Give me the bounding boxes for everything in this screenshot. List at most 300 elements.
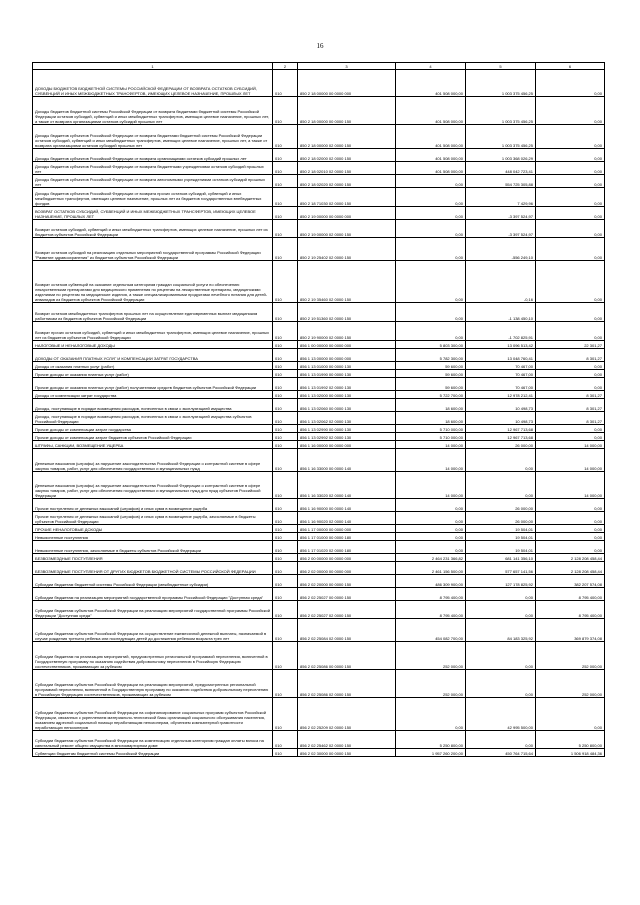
table-row [33, 261, 605, 303]
table-row [33, 149, 605, 162]
row-executed-amount: 127 178 825,92 [466, 575, 536, 588]
table-row [33, 188, 605, 207]
row-name: ВОЗВРАТ ОСТАТКОВ СУБСИДИЙ, СУБВЕНЦИЙ И ИНЫХ МЕЖБЮДЖЕТНЫХ ТРАНСФЕРТОВ, ИМЕЮЩИХ ЦЕЛЕВОЕ НАЗНАЧЕНИЕ, ПРОШЛЫХ ЛЕТ [33, 207, 273, 220]
row-budget-classification-code: 850 2 18 02000 02 0000 150 [298, 149, 396, 162]
row-executed-amount: 0,00 [466, 449, 536, 472]
row-executed-amount: 0,00 [466, 731, 536, 749]
row-executed-amount: 448 042 723,41 [466, 162, 536, 175]
row-budget-classification-code: 856 2 02 25209 02 0000 150 [298, 698, 396, 731]
row-name: Прочие доходы от оказания платных услуг (работ) получателями средств бюджетов субъектов Российской Федерации [33, 378, 273, 391]
row-executed-amount: 26 000,00 [466, 441, 536, 449]
row-budget-classification-code: 856 2 02 25086 00 0000 150 [298, 642, 396, 670]
table-row [33, 303, 605, 322]
table-row [33, 378, 605, 391]
row-executed-amount: -556 249,10 [466, 238, 536, 261]
row-unexecuted-amount: 0,00 [536, 533, 605, 541]
row-name: НАЛОГОВЫЕ И НЕНАЛОГОВЫЕ ДОХОДЫ [33, 341, 273, 349]
row-approved-plan: 0,00 [396, 188, 466, 207]
row-budget-classification-code: 850 2 18 02010 02 0000 150 [298, 162, 396, 175]
table-row [33, 125, 605, 149]
table-row [33, 391, 605, 399]
row-budget-classification-code: 856 1 13 02000 00 0000 130 [298, 391, 396, 399]
row-unexecuted-amount: 0,00 [536, 238, 605, 261]
row-budget-classification-code: 856 2 02 00000 00 0000 000 [298, 562, 396, 575]
row-approved-plan: 0,00 [396, 207, 466, 220]
table-row [33, 619, 605, 642]
row-line-code: 010 [273, 433, 298, 441]
table-row [33, 525, 605, 533]
row-approved-plan: 5 710 000,00 [396, 433, 466, 441]
row-executed-amount: 70 467,00 [466, 378, 536, 391]
row-unexecuted-amount: 0,00 [536, 220, 605, 238]
row-line-code: 010 [273, 341, 298, 349]
row-line-code: 010 [273, 601, 298, 619]
row-budget-classification-code: 856 1 13 02060 00 0000 130 [298, 399, 396, 412]
row-executed-amount: 10 498,73 [466, 399, 536, 412]
row-line-code: 010 [273, 541, 298, 554]
row-unexecuted-amount: 0,00 [536, 425, 605, 433]
row-line-code: 010 [273, 412, 298, 425]
row-line-code: 010 [273, 642, 298, 670]
row-budget-classification-code: 856 1 16 90000 00 0000 140 [298, 499, 396, 512]
row-line-code: 010 [273, 149, 298, 162]
row-line-code: 010 [273, 261, 298, 303]
row-executed-amount: -0,16 [466, 261, 536, 303]
row-name: ШТРАФЫ, САНКЦИИ, ВОЗМЕЩЕНИЕ УЩЕРБА [33, 441, 273, 449]
row-budget-classification-code: 856 1 17 01000 00 0000 180 [298, 533, 396, 541]
row-name: Субсидии бюджетам субъектов Российской Федерации на софинансирование социальных программ субъектов Российской Федерации, связанных с укреплением материально-технической базы организаций социального обслуживания населения, оказанием адресной социальной помощи неработающим пенсионерам, обучением компьютерной грамотности неработающих пенсионеров [33, 698, 273, 731]
row-executed-amount: -1 138 450,10 [466, 303, 536, 322]
row-executed-amount: 0,00 [466, 601, 536, 619]
table-row [33, 533, 605, 541]
row-name: Субсидии бюджетам бюджетной системы Российской Федерации (межбюджетные субсидии) [33, 575, 273, 588]
row-name: Субсидии бюджетам субъектов Российской Федерации на реализацию мероприятий, предусмотренных региональной программой переселения, включенной в Государственную программу по оказанию содействия добровольному переселению в Российскую Федерацию соотечественников, проживающих за рубежом [33, 670, 273, 698]
row-approved-plan: 5 782 300,00 [396, 349, 466, 362]
row-approved-plan: 1 957 260 200,00 [396, 749, 466, 757]
row-unexecuted-amount: 0,00 [536, 322, 605, 341]
row-budget-classification-code: 850 2 18 71030 02 0000 150 [298, 188, 396, 207]
row-name: Доходы бюджетов субъектов Российской Федерации от возврата бюджетами бюджетной системы Российской Федерации остатков субсидий, субвенций и иных межбюджетных трансфертов, имеющих целевое назначение, прошлых лет, а также от возврата организациями остатков субсидий прошлых лет [33, 125, 273, 149]
row-line-code: 010 [273, 588, 298, 601]
row-approved-plan: 0,00 [396, 175, 466, 188]
row-executed-amount: 1 003 368 026,29 [466, 149, 536, 162]
row-line-code: 010 [273, 303, 298, 322]
table-row [33, 731, 605, 749]
row-approved-plan: 5 722 700,00 [396, 391, 466, 399]
row-line-code: 010 [273, 619, 298, 642]
row-unexecuted-amount: 0,00 [536, 362, 605, 370]
row-name: Субсидии бюджетам на реализацию мероприятий государственной программы Российской Федерации "Доступная среда" [33, 588, 273, 601]
row-line-code: 010 [273, 749, 298, 757]
row-unexecuted-amount: 252 000,00 [536, 642, 605, 670]
row-executed-amount: 577 657 141,56 [466, 562, 536, 575]
row-executed-amount: 681 141 356,10 [466, 554, 536, 562]
row-line-code: 010 [273, 362, 298, 370]
table-row [33, 554, 605, 562]
row-line-code: 010 [273, 472, 298, 499]
column-header: 5 [466, 63, 536, 70]
row-budget-classification-code: 850 2 19 51360 02 0000 150 [298, 303, 396, 322]
row-unexecuted-amount: 1 506 918 484,36 [536, 749, 605, 757]
row-line-code: 010 [273, 188, 298, 207]
row-line-code: 010 [273, 125, 298, 149]
row-budget-classification-code: 856 1 16 00000 00 0000 000 [298, 441, 396, 449]
row-executed-amount: 450 764 715,64 [466, 749, 536, 757]
row-approved-plan: 401 508 000,00 [396, 125, 466, 149]
table-row [33, 162, 605, 175]
table-row [33, 370, 605, 378]
table-row [33, 601, 605, 619]
table-row [33, 749, 605, 757]
row-approved-plan: 14 000,00 [396, 472, 466, 499]
row-budget-classification-code: 856 1 17 00000 00 0000 000 [298, 525, 396, 533]
table-row [33, 642, 605, 670]
row-executed-amount: 0,00 [466, 472, 536, 499]
table-row [33, 698, 605, 731]
row-name: Прочие доходы от компенсации затрат бюджетов субъектов Российской Федерации [33, 433, 273, 441]
row-approved-plan: 8 795 400,00 [396, 588, 466, 601]
table-row [33, 70, 605, 97]
row-line-code: 010 [273, 238, 298, 261]
row-unexecuted-amount: 252 000,00 [536, 670, 605, 698]
row-line-code: 010 [273, 533, 298, 541]
row-name: Доходы от оказания платных услуг (работ) [33, 362, 273, 370]
row-name: Возврат остатков межбюджетных трансфертов прошлых лет на осуществление единовременных выплат медицинским работникам из бюджетов субъектов Российской Федерации [33, 303, 273, 322]
table-row [33, 238, 605, 261]
row-approved-plan: 0,00 [396, 512, 466, 525]
row-budget-classification-code: 856 1 13 01992 02 0000 130 [298, 378, 396, 391]
row-name: Субсидии бюджетам субъектов Российской Федерации на осуществление ежемесячной денежной выплаты, назначаемой в случае рождения третьего ребенка или последующих детей до достижения ребенком возраста трех лет [33, 619, 273, 642]
row-line-code: 010 [273, 525, 298, 533]
row-executed-amount: -1 702 825,91 [466, 322, 536, 341]
row-unexecuted-amount: 14 000,00 [536, 449, 605, 472]
row-line-code: 010 [273, 449, 298, 472]
row-approved-plan: 0,00 [396, 261, 466, 303]
table-row [33, 349, 605, 362]
row-line-code: 010 [273, 698, 298, 731]
row-executed-amount: 10 498,73 [466, 412, 536, 425]
table-row [33, 499, 605, 512]
row-line-code: 010 [273, 731, 298, 749]
row-budget-classification-code: 856 2 02 25086 02 0000 150 [298, 670, 396, 698]
row-unexecuted-amount: 0,00 [536, 512, 605, 525]
row-unexecuted-amount: 382 207 574,08 [536, 575, 605, 588]
page-number: 16 [316, 42, 324, 50]
row-executed-amount: 70 467,00 [466, 370, 536, 378]
row-name: ПРОЧИЕ НЕНАЛОГОВЫЕ ДОХОДЫ [33, 525, 273, 533]
column-header: 3 [298, 63, 396, 70]
row-name: Невыясненные поступления [33, 533, 273, 541]
row-approved-plan: 401 508 000,00 [396, 149, 466, 162]
row-line-code: 010 [273, 562, 298, 575]
row-budget-classification-code: 856 1 13 00000 00 0000 000 [298, 349, 396, 362]
row-name: Доходы бюджетов субъектов Российской Федерации от возврата бюджетными учреждениями остатков субсидий прошлых лет [33, 162, 273, 175]
row-name: ДОХОДЫ БЮДЖЕТОВ БЮДЖЕТНОЙ СИСТЕМЫ РОССИЙСКОЙ ФЕДЕРАЦИИ ОТ ВОЗВРАТА ОСТАТКОВ СУБСИДИЙ, СУБВЕНЦИЙ И ИНЫХ МЕЖБЮДЖЕТНЫХ ТРАНСФЕРТОВ, ИМЕЮЩИХ ЦЕЛЕВОЕ НАЗНАЧЕНИЕ, ПРОШЛЫХ ЛЕТ [33, 70, 273, 97]
row-name: БЕЗВОЗМЕЗДНЫЕ ПОСТУПЛЕНИЯ ОТ ДРУГИХ БЮДЖЕТОВ БЮДЖЕТНОЙ СИСТЕМЫ РОССИЙСКОЙ ФЕДЕРАЦИИ [33, 562, 273, 575]
row-approved-plan: 14 000,00 [396, 441, 466, 449]
row-name: Доходы бюджетов субъектов Российской Федерации от возврата организациями остатков субсидий прошлых лет [33, 149, 273, 162]
row-unexecuted-amount: 0,00 [536, 207, 605, 220]
row-executed-amount: 554 725 305,88 [466, 175, 536, 188]
row-approved-plan: 0,00 [396, 541, 466, 554]
row-unexecuted-amount: 2 128 208 458,44 [536, 554, 605, 562]
row-budget-classification-code: 850 2 19 00000 00 0000 000 [298, 207, 396, 220]
column-header: 6 [536, 63, 605, 70]
row-line-code: 010 [273, 175, 298, 188]
row-executed-amount: -3 397 524,97 [466, 207, 536, 220]
table-row [33, 220, 605, 238]
row-executed-amount: 13 096 513,42 [466, 341, 536, 349]
row-name: Прочие поступления от денежных взысканий (штрафов) и иных сумм в возмещение ущерба [33, 499, 273, 512]
row-budget-classification-code: 850 2 19 35460 02 0000 150 [298, 261, 396, 303]
table-row [33, 175, 605, 188]
row-budget-classification-code: 850 2 19 25402 02 0000 150 [298, 238, 396, 261]
row-line-code: 010 [273, 399, 298, 412]
row-approved-plan: 5 803 300,00 [396, 341, 466, 349]
row-unexecuted-amount: 8 301,27 [536, 391, 605, 399]
row-approved-plan: 252 000,00 [396, 642, 466, 670]
row-approved-plan: 14 000,00 [396, 449, 466, 472]
row-unexecuted-amount: 0,00 [536, 261, 605, 303]
row-name: Доходы бюджетов субъектов Российской Федерации от возврата прочих остатков субсидий, субвенций и иных межбюджетных трансфертов, имеющих целевое назначение, прошлых лет из бюджетов государственных внебюджетных фондов [33, 188, 273, 207]
table-row [33, 322, 605, 341]
row-budget-classification-code: 856 1 13 01990 00 0000 130 [298, 370, 396, 378]
row-line-code: 010 [273, 499, 298, 512]
row-approved-plan: 0,00 [396, 303, 466, 322]
row-executed-amount: 19 504,01 [466, 541, 536, 554]
row-executed-amount: 1 003 375 456,25 [466, 97, 536, 125]
row-budget-classification-code: 856 2 02 25462 02 0000 150 [298, 731, 396, 749]
table-header-row [33, 63, 605, 70]
table-row [33, 412, 605, 425]
row-unexecuted-amount: 0,00 [536, 541, 605, 554]
row-unexecuted-amount: 0,00 [536, 70, 605, 97]
row-unexecuted-amount: 8 301,27 [536, 412, 605, 425]
row-executed-amount: 26 000,00 [466, 512, 536, 525]
row-executed-amount: 1 003 375 456,25 [466, 70, 536, 97]
row-executed-amount: 1 003 375 456,25 [466, 125, 536, 149]
row-approved-plan: 401 508 000,00 [396, 162, 466, 175]
row-executed-amount: 12 978 212,41 [466, 391, 536, 399]
row-budget-classification-code: 856 1 16 33020 02 0000 140 [298, 472, 396, 499]
row-unexecuted-amount: 0,00 [536, 188, 605, 207]
row-approved-plan: 0,00 [396, 499, 466, 512]
row-budget-classification-code: 856 2 00 00000 00 0000 000 [298, 554, 396, 562]
table-row [33, 449, 605, 472]
row-budget-classification-code: 850 2 18 00000 00 0000 150 [298, 97, 396, 125]
row-line-code: 010 [273, 70, 298, 97]
budget-revenue-table [32, 62, 605, 757]
row-name: Возврат остатков субвенций на оказание отдельным категориям граждан социальной услуги по обеспечению лекарственными препаратами для медицинского применения по рецептам на лекарственные препараты, медицинскими изделиями по рецептам на медицинские изделия, а также специализированными продуктами лечебного питания для детей-инвалидов из бюджетов субъектов Российской Федерации [33, 261, 273, 303]
row-line-code: 010 [273, 554, 298, 562]
row-approved-plan: 401 508 000,00 [396, 70, 466, 97]
table-row [33, 472, 605, 499]
row-line-code: 010 [273, 370, 298, 378]
table-row [33, 425, 605, 433]
row-approved-plan: 5 710 000,00 [396, 425, 466, 433]
row-line-code: 010 [273, 349, 298, 362]
row-executed-amount: 12 967 713,68 [466, 425, 536, 433]
row-executed-amount: 13 048 760,41 [466, 349, 536, 362]
row-approved-plan: 0,00 [396, 698, 466, 731]
row-name: Субсидии бюджетам на реализацию мероприятий, предусмотренных региональной программой переселения, включенной в Государственную программу по оказанию содействия добровольному переселению в Российскую Федерацию соотечественников, проживающих за рубежом [33, 642, 273, 670]
table-row [33, 512, 605, 525]
row-approved-plan: 5 250 800,00 [396, 731, 466, 749]
row-budget-classification-code: 856 2 02 25084 02 0000 150 [298, 619, 396, 642]
row-unexecuted-amount: 0,00 [536, 303, 605, 322]
row-line-code: 010 [273, 162, 298, 175]
row-unexecuted-amount: 8 301,27 [536, 349, 605, 362]
row-budget-classification-code: 856 2 02 25027 02 0000 150 [298, 601, 396, 619]
row-name: Доходы бюджетов субъектов Российской Федерации от возврата автономными учреждениями остатков субсидий прошлых лет [33, 175, 273, 188]
row-name: БЕЗВОЗМЕЗДНЫЕ ПОСТУПЛЕНИЯ [33, 554, 273, 562]
row-executed-amount: 26 000,00 [466, 499, 536, 512]
row-name: Субсидии бюджетам субъектов Российской Федерации на реализацию мероприятий государственной программы Российской Федерации "Доступная среда" [33, 601, 273, 619]
row-executed-amount: 42 995 500,00 [466, 698, 536, 731]
row-line-code: 010 [273, 97, 298, 125]
table-row [33, 341, 605, 349]
row-unexecuted-amount: 8 301,27 [536, 399, 605, 412]
table-row [33, 575, 605, 588]
row-budget-classification-code: 856 1 13 02992 02 0000 130 [298, 433, 396, 441]
row-budget-classification-code: 856 1 16 33000 00 0000 140 [298, 449, 396, 472]
row-executed-amount: 12 967 713,68 [466, 433, 536, 441]
row-line-code: 010 [273, 441, 298, 449]
row-unexecuted-amount: 0,00 [536, 97, 605, 125]
row-executed-amount: 7 429,96 [466, 188, 536, 207]
row-unexecuted-amount: 0,00 [536, 125, 605, 149]
row-budget-classification-code: 850 2 18 00000 00 0000 000 [298, 70, 396, 97]
row-unexecuted-amount: 22 301,27 [536, 341, 605, 349]
table-row [33, 670, 605, 698]
row-executed-amount: 70 467,00 [466, 362, 536, 370]
row-approved-plan: 18 600,00 [396, 399, 466, 412]
row-budget-classification-code: 850 2 18 02020 02 0000 150 [298, 175, 396, 188]
row-budget-classification-code: 856 2 02 25027 00 0000 150 [298, 588, 396, 601]
table-row [33, 399, 605, 412]
row-name: Прочие доходы от оказания платных услуг (работ) [33, 370, 273, 378]
row-line-code: 010 [273, 425, 298, 433]
row-executed-amount: 0,00 [466, 642, 536, 670]
row-unexecuted-amount: 0,00 [536, 433, 605, 441]
row-executed-amount: 0,00 [466, 670, 536, 698]
row-name: Возврат остатков субсидий на реализацию отдельных мероприятий государственной программы Российской Федерации "Развитие здравоохранения" из бюджетов субъектов Российской Федерации [33, 238, 273, 261]
table-row [33, 441, 605, 449]
row-unexecuted-amount: 8 795 400,00 [536, 588, 605, 601]
row-name: Денежные взыскания (штрафы) за нарушение законодательства Российской Федерации о контрактной системе в сфере закупок товаров, работ, услуг для обеспечения государственных и муниципальных нужд [33, 449, 273, 472]
row-approved-plan: 0,00 [396, 322, 466, 341]
row-line-code: 010 [273, 391, 298, 399]
row-approved-plan: 486 309 900,00 [396, 575, 466, 588]
row-unexecuted-amount: 0,00 [536, 370, 605, 378]
row-unexecuted-amount: 0,00 [536, 525, 605, 533]
row-name: Субсидии бюджетам субъектов Российской Федерации на компенсацию отдельным категориям граждан оплаты взноса на капитальный ремонт общего имущества в многоквартирном доме [33, 731, 273, 749]
table-body [33, 70, 605, 757]
row-approved-plan: 401 508 000,00 [396, 97, 466, 125]
row-line-code: 010 [273, 670, 298, 698]
row-line-code: 010 [273, 322, 298, 341]
row-line-code: 010 [273, 378, 298, 391]
row-budget-classification-code: 856 2 02 20000 00 0000 150 [298, 575, 396, 588]
row-unexecuted-amount: 5 250 800,00 [536, 731, 605, 749]
row-unexecuted-amount: 0,00 [536, 175, 605, 188]
table-row [33, 97, 605, 125]
row-name: Доходы, поступающие в порядке возмещения расходов, понесенных в связи с эксплуатацией имущества [33, 399, 273, 412]
row-line-code: 010 [273, 512, 298, 525]
column-header: 4 [396, 63, 466, 70]
row-unexecuted-amount: 0,00 [536, 499, 605, 512]
row-approved-plan: 252 000,00 [396, 670, 466, 698]
row-approved-plan: 454 082 700,00 [396, 619, 466, 642]
row-line-code: 010 [273, 575, 298, 588]
row-budget-classification-code: 856 2 02 30000 00 0000 150 [298, 749, 396, 757]
row-unexecuted-amount: 14 000,00 [536, 441, 605, 449]
row-unexecuted-amount: 0,00 [536, 149, 605, 162]
row-approved-plan: 59 600,00 [396, 378, 466, 391]
row-unexecuted-amount: 0,00 [536, 698, 605, 731]
row-executed-amount: 19 504,01 [466, 525, 536, 533]
row-approved-plan: 8 795 400,00 [396, 601, 466, 619]
row-budget-classification-code: 856 1 13 02990 00 0000 130 [298, 425, 396, 433]
row-name: Прочие поступления от денежных взысканий (штрафов) и иных сумм в возмещение ущерба, зачисляемые в бюджеты субъектов Российской Федерации [33, 512, 273, 525]
row-unexecuted-amount: 2 128 208 458,44 [536, 562, 605, 575]
column-header: 1 [33, 63, 273, 70]
row-name: Субвенции бюджетам бюджетной системы Российской Федерации [33, 749, 273, 757]
table-row [33, 562, 605, 575]
table-row [33, 433, 605, 441]
row-approved-plan: 0,00 [396, 238, 466, 261]
row-unexecuted-amount: 0,00 [536, 162, 605, 175]
table-row [33, 207, 605, 220]
table-row [33, 362, 605, 370]
row-executed-amount: 19 504,01 [466, 533, 536, 541]
row-name: ДОХОДЫ ОТ ОКАЗАНИЯ ПЛАТНЫХ УСЛУГ И КОМПЕНСАЦИИ ЗАТРАТ ГОСУДАРСТВА [33, 349, 273, 362]
table-row [33, 541, 605, 554]
row-approved-plan: 18 600,00 [396, 412, 466, 425]
column-header: 2 [273, 63, 298, 70]
row-approved-plan: 0,00 [396, 220, 466, 238]
row-name: Денежные взыскания (штрафы) за нарушение законодательства Российской Федерации о контрактной системе в сфере закупок товаров, работ, услуг для обеспечения государственных и муниципальных нужд для нужд субъектов Российской Федерации [33, 472, 273, 499]
row-name: Доходы от компенсации затрат государства [33, 391, 273, 399]
row-name: Возврат остатков субсидий, субвенций и иных межбюджетных трансфертов, имеющих целевое назначение, прошлых лет из бюджетов субъектов Российской Федерации [33, 220, 273, 238]
row-approved-plan: 59 600,00 [396, 362, 466, 370]
row-approved-plan: 0,00 [396, 525, 466, 533]
row-budget-classification-code: 856 1 16 90020 02 0000 140 [298, 512, 396, 525]
row-budget-classification-code: 850 2 19 00000 02 0000 150 [298, 220, 396, 238]
row-name: Невыясненные поступления, зачисляемые в бюджеты субъектов Российской Федерации [33, 541, 273, 554]
row-budget-classification-code: 856 1 13 02062 02 0000 130 [298, 412, 396, 425]
row-name: Доходы, поступающие в порядке возмещения расходов, понесенных в связи с эксплуатацией имущества субъектов Российской Федерации [33, 412, 273, 425]
row-approved-plan: 2 464 231 366,82 [396, 554, 466, 562]
table-row [33, 588, 605, 601]
row-executed-amount: 84 183 325,92 [466, 619, 536, 642]
row-budget-classification-code: 856 1 00 00000 00 0000 000 [298, 341, 396, 349]
row-line-code: 010 [273, 207, 298, 220]
row-name: Прочие доходы от компенсации затрат государства [33, 425, 273, 433]
row-budget-classification-code: 856 1 17 01020 02 0000 180 [298, 541, 396, 554]
row-approved-plan: 2 461 156 500,00 [396, 562, 466, 575]
row-approved-plan: 0,00 [396, 533, 466, 541]
row-line-code: 010 [273, 220, 298, 238]
row-executed-amount: -3 397 524,97 [466, 220, 536, 238]
row-budget-classification-code: 850 2 18 00000 02 0000 150 [298, 125, 396, 149]
row-approved-plan: 59 600,00 [396, 370, 466, 378]
row-executed-amount: 0,00 [466, 588, 536, 601]
row-unexecuted-amount: 8 795 400,00 [536, 601, 605, 619]
row-name: Доходы бюджетов бюджетной системы Российской Федерации от возврата бюджетами бюджетной системы Российской Федерации остатков субсидий, субвенций и иных межбюджетных трансфертов, имеющих целевое назначение, прошлых лет, а также от возврата организациями остатков субсидий прошлых лет [33, 97, 273, 125]
row-budget-classification-code: 856 1 13 01000 00 0000 130 [298, 362, 396, 370]
row-name: Возврат прочих остатков субсидий, субвенций и иных межбюджетных трансфертов, имеющих целевое назначение, прошлых лет из бюджетов субъектов Российской Федерации [33, 322, 273, 341]
